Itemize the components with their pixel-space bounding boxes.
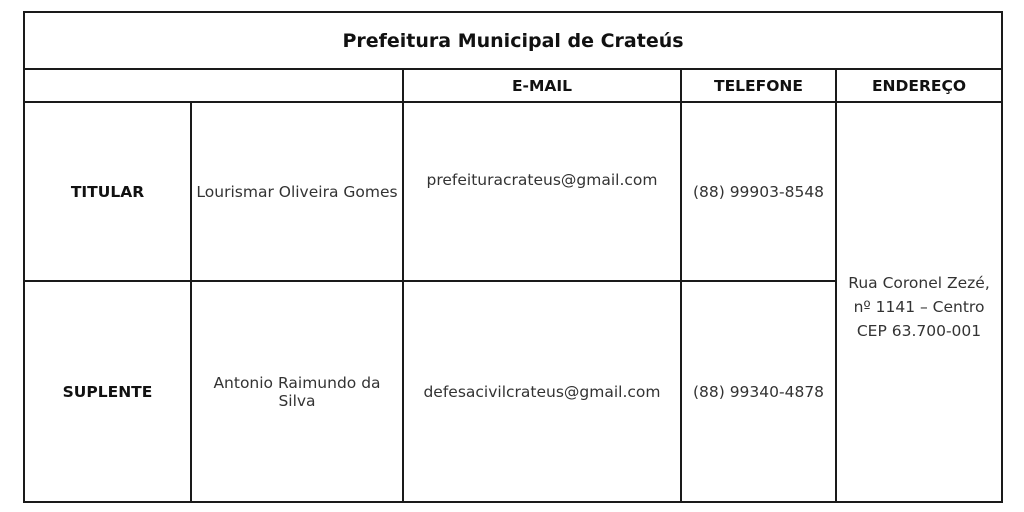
name-suplente: Antonio Raimundo da Silva [191, 281, 403, 502]
title-row [24, 12, 1002, 69]
header-endereco: ENDEREÇO [836, 69, 1002, 102]
table-row-titular [24, 102, 1002, 281]
phone-titular: (88) 99903-8548 [681, 102, 836, 281]
phone-suplente: (88) 99340-4878 [681, 281, 836, 502]
contact-table [23, 11, 1003, 503]
address-cell: Rua Coronel Zezé, nº 1141 – Centro CEP 63.700-001 [836, 102, 1002, 502]
role-titular: TITULAR [24, 102, 191, 281]
table-title: Prefeitura Municipal de Crateús [24, 12, 1002, 69]
header-telefone: TELEFONE [681, 69, 836, 102]
name-titular: Lourismar Oliveira Gomes [191, 102, 403, 281]
header-email: E-MAIL [403, 69, 681, 102]
header-row [24, 69, 1002, 102]
header-empty-cell [24, 69, 403, 102]
email-suplente: defesacivilcrateus@gmail.com [403, 281, 681, 502]
role-suplente: SUPLENTE [24, 281, 191, 502]
email-titular: prefeituracrateus@gmail.com [403, 102, 681, 281]
